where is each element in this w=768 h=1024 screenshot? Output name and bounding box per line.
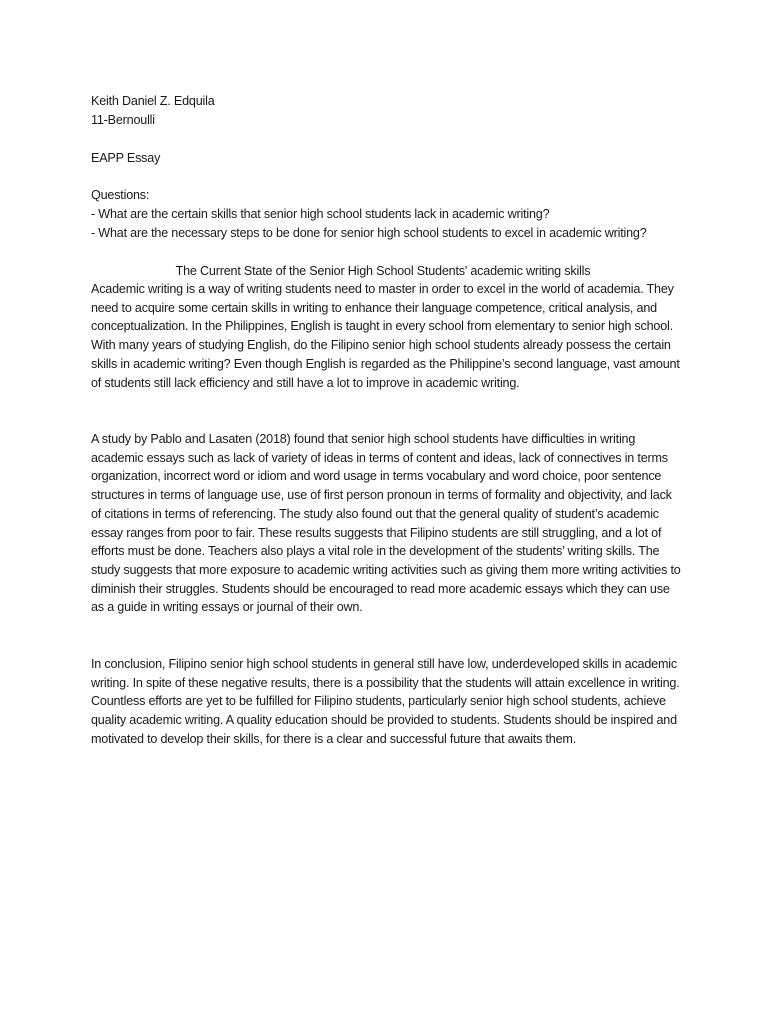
class-section: 11-Bernoulli bbox=[91, 113, 155, 127]
essay-title: The Current State of the Senior High School Students' academic writing skills bbox=[175, 264, 591, 278]
question-item: - What are the certain skills that senior high school students lack in academic writing? bbox=[91, 207, 550, 221]
question-item: - What are the necessary steps to be done for senior high school students to excel in academic writing? bbox=[91, 226, 647, 240]
body-paragraph-3: In conclusion, Filipino senior high school students in general still have low, underdeveloped skills in academic writing. In spite of these negative results, there is a possibility that the students will attain excellence in writing. Countless efforts are yet to be fulfilled for Filipino students, particularly senior high school students, achieve quality academic writing. A quality education should be provided to students. Students should be inspired and motivated to develop their skills, for there is a clear and successful future that awaits them. bbox=[91, 657, 680, 746]
essay-subject: EAPP Essay bbox=[91, 151, 161, 165]
body-paragraph-2: A study by Pablo and Lasaten (2018) found that senior high school students have difficulties in writing academic essays such as lack of variety of ideas in terms of content and ideas, lack of connectives in terms organization, incorrect word or idiom and word usage in terms vocabulary and word choice, poor sentence structures in terms of language use, use of first person pronoun in terms of formality and objectivity, and lack of citations in terms of referencing. The study also found out that the general quality of student’s academic essay ranges from poor to fair. These results suggests that Filipino students are still struggling, and a lot of efforts must be done. Teachers also plays a vital role in the development of the students’ writing skills. The study suggests that more exposure to academic writing activities such as giving them more writing activities to diminish their struggles. Students should be encouraged to read more academic essays which they can use as a guide in writing essays or journal of their own. bbox=[91, 432, 681, 615]
body-paragraph-1: Academic writing is a way of writing students need to master in order to excel in the world of academia. They need to acquire some certain skills in writing to enhance their language competence, critical analysis, and conceptualization. In the Philippines, English is taught in every school from elementary to senior high school. With many years of studying English, do the Filipino senior high school students already possess the certain skills in academic writing? Even though English is regarded as the Philippine’s second language, vast amount of students still lack efficiency and still have a lot to improve in academic writing. bbox=[91, 282, 680, 390]
author-name: Keith Daniel Z. Edquila bbox=[91, 94, 215, 108]
questions-label: Questions: bbox=[91, 188, 150, 202]
